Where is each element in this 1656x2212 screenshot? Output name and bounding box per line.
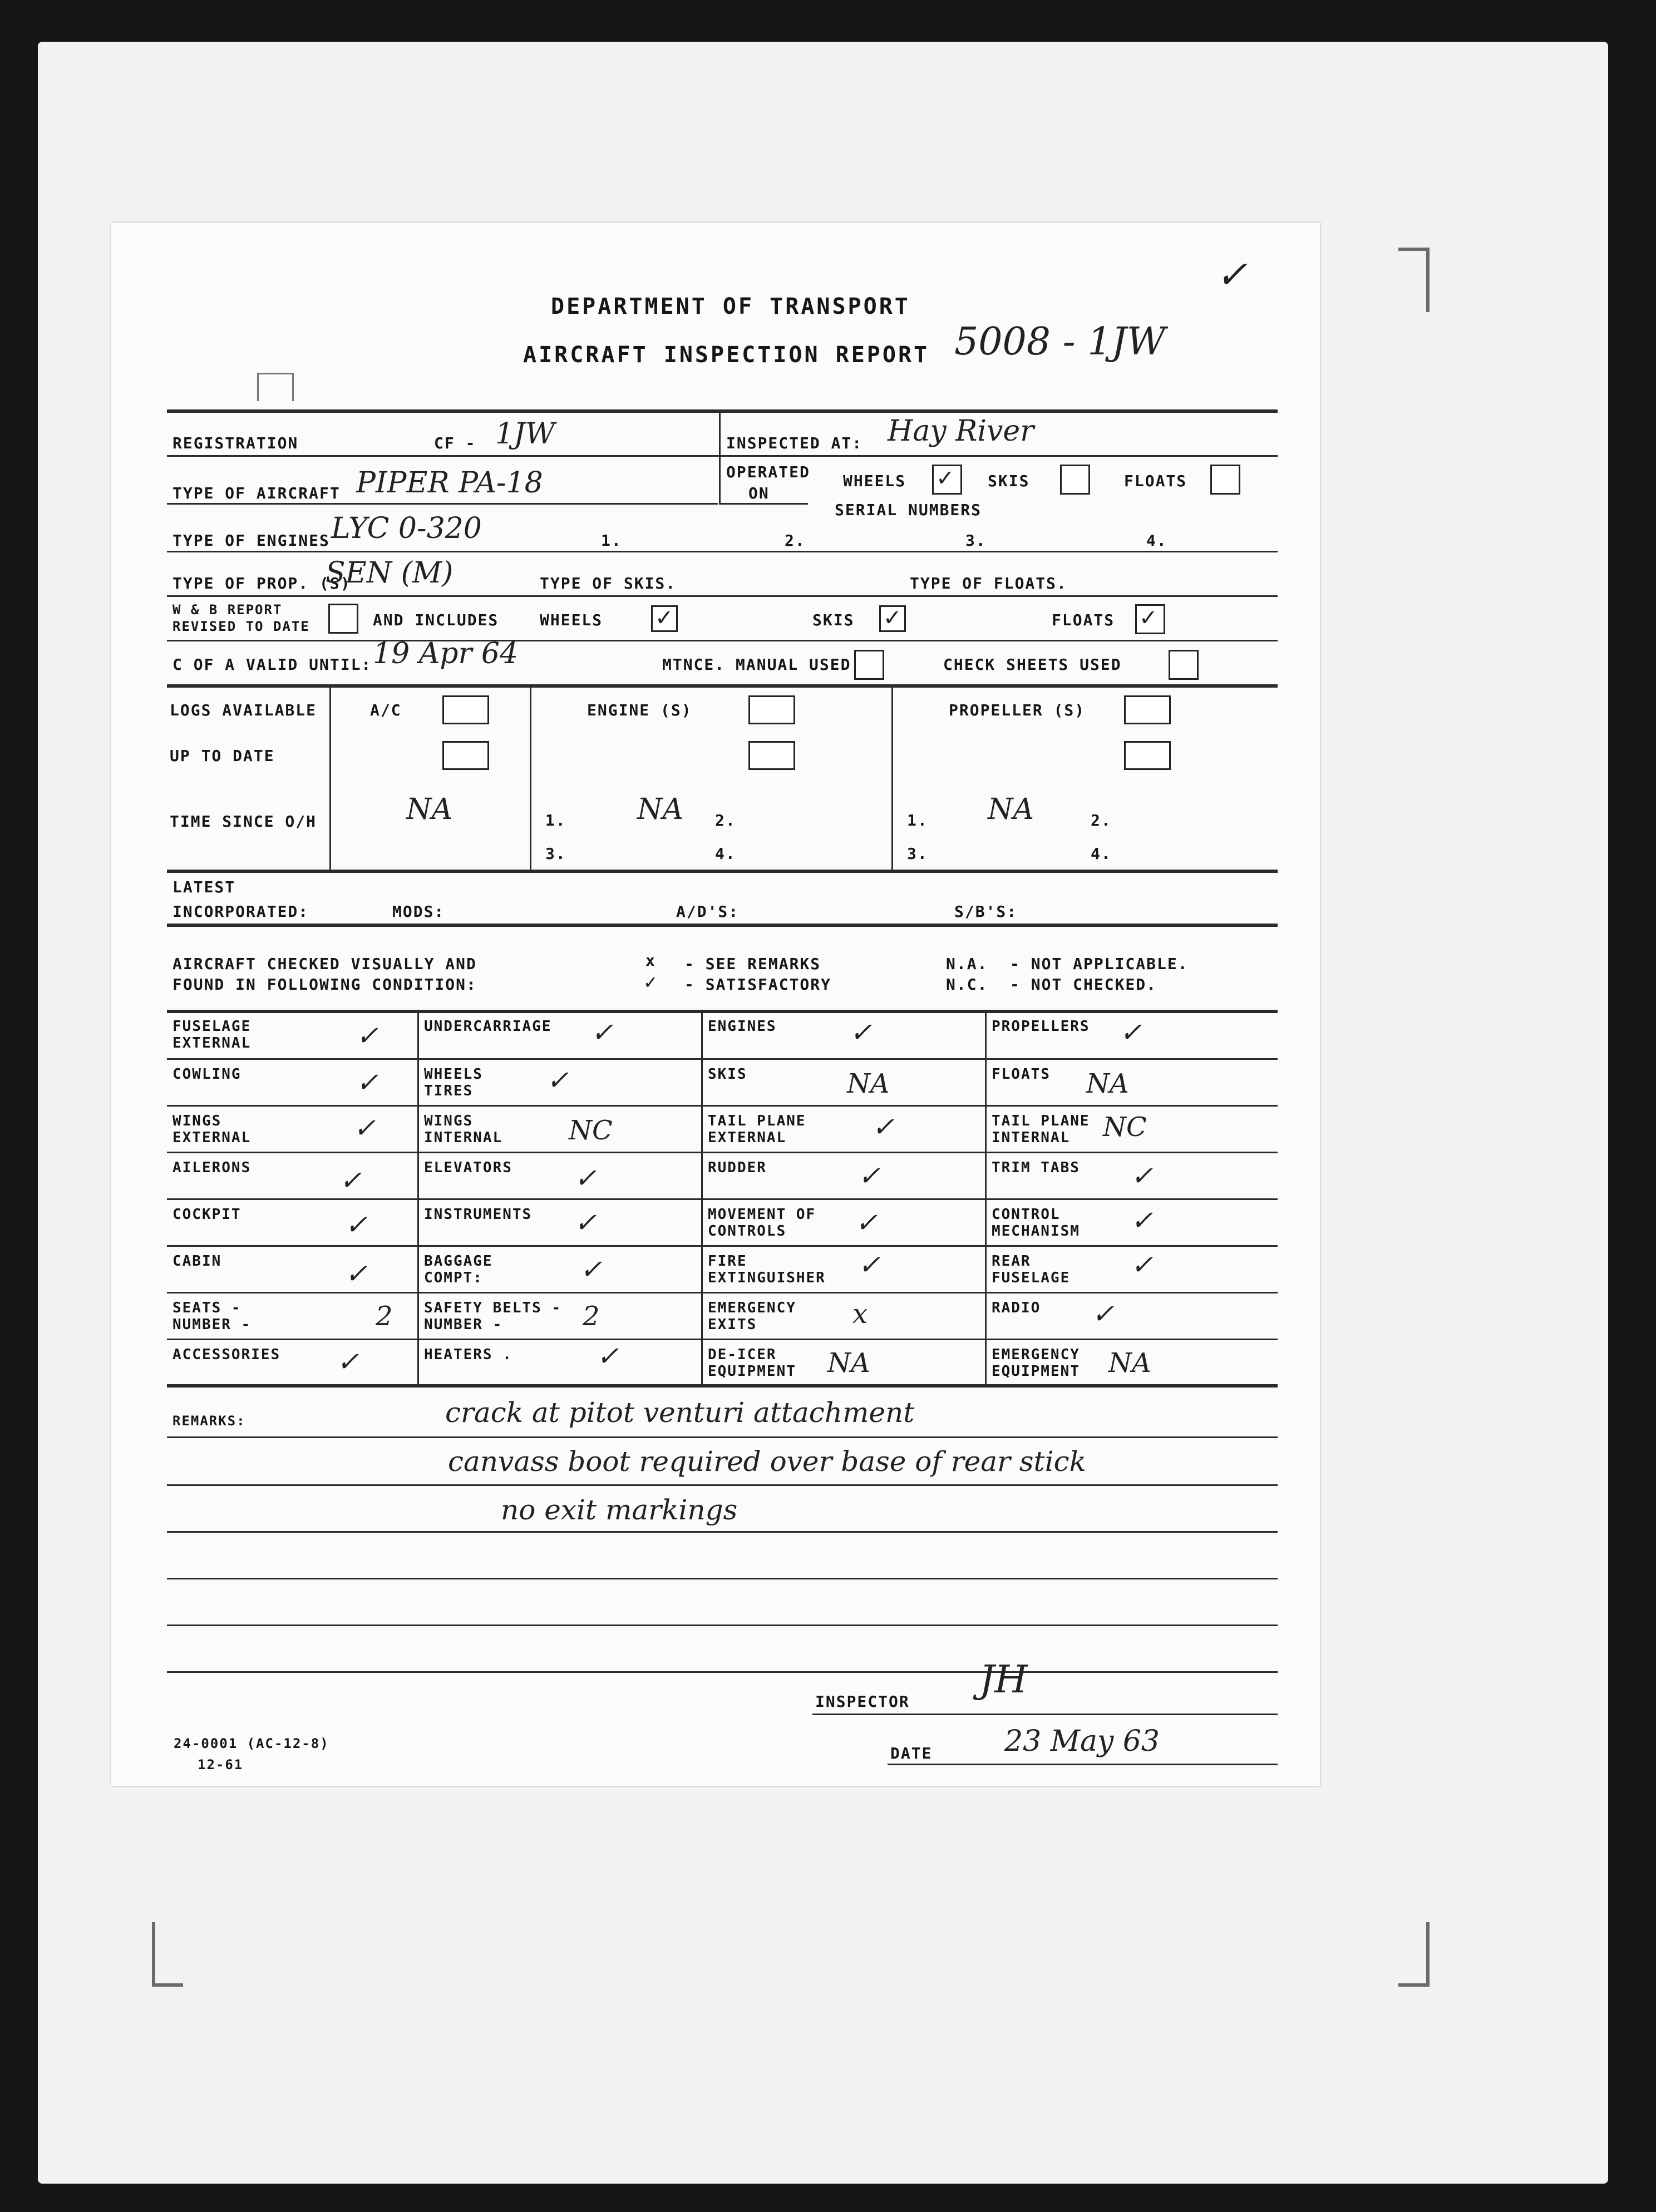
engine-type-label: TYPE OF ENGINES <box>172 531 330 550</box>
rule-logs-bottom <box>167 870 1278 873</box>
logs-propeller-uptodate-box[interactable] <box>1124 741 1171 770</box>
cell-cockpit: COCKPIT ✓ <box>172 1206 368 1241</box>
engine-serial-3: 3. <box>965 531 987 550</box>
remarks-line-rule <box>167 1671 1278 1673</box>
check-sheets-checkbox[interactable] <box>1169 650 1199 680</box>
cell-tail-plane-external: TAIL PLANE EXTERNAL ✓ <box>708 1112 895 1146</box>
report-title: AIRCRAFT INSPECTION REPORT <box>523 342 930 368</box>
prop-num-2: 2. <box>1091 811 1112 830</box>
logs-ac-label: A/C <box>370 701 402 719</box>
operated-skis-label: SKIS <box>988 472 1030 490</box>
top-check-mark: ✓ <box>1216 253 1248 297</box>
engine-num-3: 3. <box>545 845 566 863</box>
cell-fire-extinguisher: FIRE EXTINGUISHER ✓ <box>708 1250 881 1286</box>
rule-row6 <box>167 684 1278 688</box>
logs-ac-uptodate-box[interactable] <box>442 741 489 770</box>
wb-wheels-checkbox[interactable]: ✓ <box>651 605 678 632</box>
inspector-label: INSPECTOR <box>815 1692 910 1711</box>
remarks-line-rule <box>167 1484 1278 1486</box>
skis-type-label: TYPE OF SKIS. <box>540 574 677 592</box>
cell-accessories: ACCESSORIES ✓ <box>172 1346 359 1377</box>
operated-wheels-checkbox[interactable]: ✓ <box>932 465 962 495</box>
legend-nc-text: - NOT CHECKED. <box>1010 975 1157 994</box>
cell-fuselage-external: FUSELAGE EXTERNAL ✓ <box>172 1018 379 1051</box>
prop-type-value: SEN (M) <box>326 556 454 590</box>
c-of-a-value: 19 Apr 64 <box>373 637 519 670</box>
rule-row2 <box>167 503 718 505</box>
inspector-signature: JH <box>979 1658 1028 1702</box>
engine-type-value: LYC 0-320 <box>331 512 482 545</box>
wb-report-checkbox[interactable] <box>328 604 358 634</box>
engine-serial-2: 2. <box>785 531 806 550</box>
date-line <box>888 1764 1278 1765</box>
wb-skis-label: SKIS <box>812 611 855 629</box>
remarks-line-rule <box>167 1578 1278 1579</box>
logs-engine-available-box[interactable] <box>748 695 795 724</box>
cell-seats-number: SEATS - NUMBER - 2 <box>172 1300 393 1333</box>
registration-prefix: CF - <box>434 434 476 452</box>
time-since-overhaul-label: TIME SINCE O/H <box>170 812 317 831</box>
department-title: DEPARTMENT OF TRANSPORT <box>551 294 910 319</box>
engine-time-since-value: NA <box>637 793 684 826</box>
cell-emergency-equipment: EMERGENCY EQUIPMENT NA <box>992 1346 1151 1380</box>
cell-baggage-compt: BAGGAGE COMPT: ✓ <box>424 1253 603 1286</box>
ads-label: A/D'S: <box>676 902 740 921</box>
inspector-line <box>812 1714 1278 1715</box>
remarks-line-2: canvass boot required over base of rear stick <box>448 1445 1086 1478</box>
wb-floats-checkbox[interactable]: ✓ <box>1135 604 1165 634</box>
cell-trim-tabs: TRIM TABS ✓ <box>992 1159 1154 1192</box>
aircraft-type-value: PIPER PA-18 <box>356 466 543 500</box>
engine-num-4: 4. <box>715 845 736 863</box>
engine-num-1: 1. <box>545 811 566 830</box>
logs-divider-3 <box>891 686 893 870</box>
logs-available-label: LOGS AVAILABLE <box>170 701 317 719</box>
remarks-line-rule <box>167 1625 1278 1626</box>
cell-cowling: COWLING ✓ <box>172 1066 379 1098</box>
cell-tail-plane-internal: TAIL PLANE INTERNAL NC <box>992 1112 1147 1146</box>
form-number-line-2: 12-61 <box>198 1757 244 1772</box>
maintenance-manual-label: MTNCE. MANUAL USED <box>662 655 851 674</box>
legend-na-symbol: N.A. <box>946 955 988 973</box>
legend-check-text: - SATISFACTORY <box>684 975 832 994</box>
wb-wheels-label: WHEELS <box>540 611 603 629</box>
crop-mark-bottom-right <box>1398 1922 1430 1987</box>
logs-divider-2 <box>530 686 531 870</box>
cell-cabin: CABIN ✓ <box>172 1253 368 1290</box>
rule-latest-bottom <box>167 924 1278 927</box>
incorporated-label: INCORPORATED: <box>172 902 309 921</box>
form-number-line-1: 24-0001 (AC-12-8) <box>174 1736 329 1751</box>
prop-num-1: 1. <box>907 811 928 830</box>
cell-de-icer-equipment: DE-ICER EQUIPMENT NA <box>708 1346 870 1380</box>
crop-mark-top-right <box>1398 248 1430 312</box>
latest-label: LATEST <box>172 878 236 896</box>
cell-heaters: HEATERS . ✓ <box>424 1341 619 1372</box>
cell-safety-belts-number: SAFETY BELTS - NUMBER - 2 <box>424 1300 600 1333</box>
date-label: DATE <box>890 1744 933 1762</box>
legend-line-1: AIRCRAFT CHECKED VISUALLY AND <box>172 955 477 973</box>
cell-ailerons: AILERONS ✓ <box>172 1159 362 1196</box>
logs-propeller-available-box[interactable] <box>1124 695 1171 724</box>
operated-skis-checkbox[interactable] <box>1060 465 1090 495</box>
operated-label-1: OPERATED <box>726 463 810 481</box>
rule-row4 <box>167 595 1278 597</box>
cell-emergency-exits: EMERGENCY EXITS x <box>708 1298 868 1333</box>
rule-row3 <box>167 551 1278 552</box>
serial-numbers-label: SERIAL NUMBERS <box>835 501 982 519</box>
check-sheets-label: CHECK SHEETS USED <box>943 655 1122 674</box>
logs-engine-uptodate-box[interactable] <box>748 741 795 770</box>
aircraft-type-label: TYPE OF AIRCRAFT <box>172 484 341 502</box>
remarks-line-3: no exit markings <box>501 1494 738 1526</box>
inspected-at-label: INSPECTED AT: <box>726 434 863 452</box>
rule-row5 <box>167 640 1278 641</box>
legend-x-symbol: x <box>645 951 656 970</box>
operated-floats-label: FLOATS <box>1124 472 1187 490</box>
rule-top-divider <box>719 409 721 504</box>
rule-row2-right <box>719 503 808 505</box>
legend-line-2: FOUND IN FOLLOWING CONDITION: <box>172 975 477 994</box>
cell-propellers: PROPELLERS ✓ <box>992 1017 1142 1048</box>
cell-skis: SKIS NA <box>708 1066 890 1099</box>
cell-movement-of-controls: MOVEMENT OF CONTROLS ✓ <box>708 1206 878 1240</box>
rule-row1 <box>167 455 1278 457</box>
operated-label-2: ON <box>748 484 770 502</box>
remarks-line-rule <box>167 1531 1278 1533</box>
prop-time-since-value: NA <box>988 793 1034 826</box>
engine-num-2: 2. <box>715 811 736 830</box>
prop-type-label: TYPE OF PROP. (S) <box>172 574 351 592</box>
wb-floats-label: FLOATS <box>1052 611 1115 629</box>
condition-grid <box>167 1011 1278 1386</box>
wb-skis-checkbox[interactable]: ✓ <box>879 605 906 632</box>
operated-floats-checkbox[interactable] <box>1210 465 1240 495</box>
c-of-a-label: C OF A VALID UNTIL: <box>172 655 372 674</box>
cell-rudder: RUDDER ✓ <box>708 1159 881 1192</box>
cell-instruments: INSTRUMENTS ✓ <box>424 1206 597 1238</box>
remarks-line-rule <box>167 1436 1278 1438</box>
remarks-line-1: crack at pitot venturi attachment <box>445 1396 915 1429</box>
cell-wheels-tires: WHEELS TIRES ✓ <box>424 1065 569 1099</box>
prop-num-4: 4. <box>1091 845 1112 863</box>
floats-type-label: TYPE OF FLOATS. <box>910 574 1067 592</box>
operated-wheels-label: WHEELS <box>843 472 906 490</box>
cell-undercarriage: UNDERCARRIAGE ✓ <box>424 1017 614 1048</box>
cell-engines: ENGINES ✓ <box>708 1017 873 1048</box>
crop-mark-bottom-left <box>152 1922 183 1987</box>
registration-label: REGISTRATION <box>172 434 299 452</box>
legend-na-text: - NOT APPLICABLE. <box>1010 955 1189 973</box>
cell-rear-fuselage: REAR FUSELAGE ✓ <box>992 1250 1154 1286</box>
cell-elevators: ELEVATORS ✓ <box>424 1159 597 1194</box>
logs-divider-1 <box>329 686 331 870</box>
ac-time-since-value: NA <box>406 793 453 826</box>
wb-report-label-2: REVISED TO DATE <box>172 619 310 634</box>
cell-control-mechanism: CONTROL MECHANISM ✓ <box>992 1205 1154 1240</box>
inspected-at-value: Hay River <box>888 414 1034 448</box>
inspection-form <box>111 223 1320 1786</box>
logs-ac-available-box[interactable] <box>442 695 489 724</box>
mods-label: MODS: <box>392 902 445 921</box>
legend-x-text: - SEE REMARKS <box>684 955 821 973</box>
wb-includes-label: AND INCLUDES <box>373 611 499 629</box>
cell-floats: FLOATS NA <box>992 1066 1129 1099</box>
logs-engine-label: ENGINE (S) <box>587 701 692 719</box>
legend-nc-symbol: N.C. <box>946 975 988 994</box>
engine-serial-1: 1. <box>601 531 622 550</box>
staple-mark <box>257 373 294 401</box>
sbs-label: S/B'S: <box>954 902 1018 921</box>
rule-top <box>167 409 1278 413</box>
logs-up-to-date-label: UP TO DATE <box>170 747 275 765</box>
wb-report-label-1: W & B REPORT <box>172 602 283 618</box>
grid-bottom-line <box>167 1384 1278 1388</box>
registration-value: 1JW <box>495 417 555 451</box>
engine-serial-4: 4. <box>1146 531 1167 550</box>
file-number: 5008 - 1JW <box>954 320 1166 364</box>
prop-num-3: 3. <box>907 845 928 863</box>
logs-propeller-label: PROPELLER (S) <box>949 701 1086 719</box>
cell-radio: RADIO ✓ <box>992 1298 1115 1330</box>
cell-wings-external: WINGS EXTERNAL ✓ <box>172 1113 376 1146</box>
legend-check-symbol: ✓ <box>644 971 658 994</box>
date-value: 23 May 63 <box>1004 1725 1160 1758</box>
cell-wings-internal: WINGS INTERNAL NC <box>424 1113 613 1146</box>
remarks-label: REMARKS: <box>172 1413 246 1429</box>
maintenance-manual-checkbox[interactable] <box>854 650 884 680</box>
